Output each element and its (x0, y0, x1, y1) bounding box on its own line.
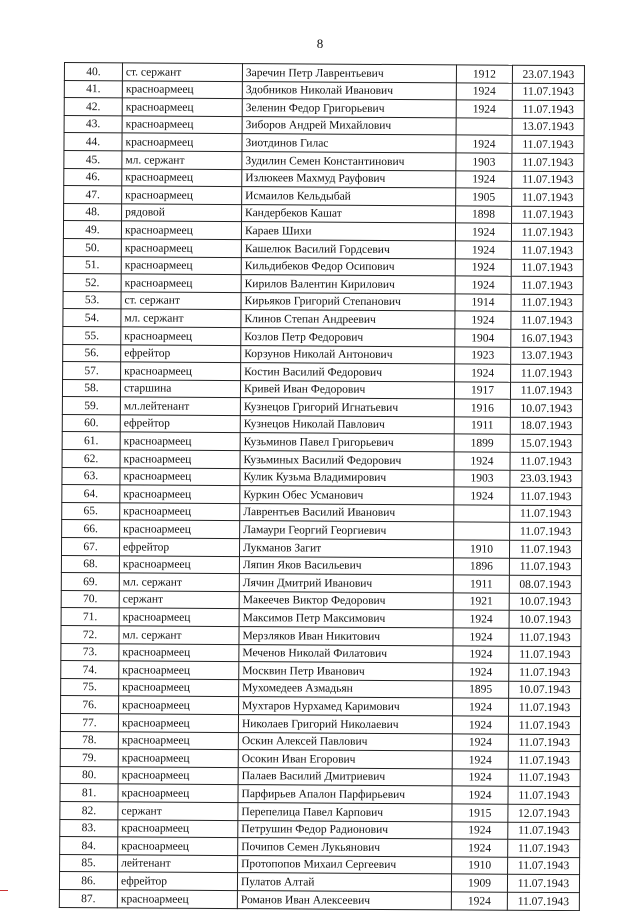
full-name-cell: Протопопов Михаил Сергеевич (238, 855, 452, 874)
birth-year-cell: 1924 (453, 610, 509, 628)
row-number-cell: 65. (62, 502, 120, 520)
military-rank-cell: мл. сержант (119, 573, 239, 591)
date-cell: 13.07.1943 (511, 347, 583, 365)
row-number-cell: 46. (64, 168, 122, 186)
date-cell: 11.07.1943 (510, 487, 582, 505)
row-number-cell: 79. (60, 749, 118, 767)
row-number-cell: 83. (60, 819, 118, 837)
full-name-cell: Зеленин Федор Григорьевич (242, 99, 456, 118)
military-rank-cell: красноармеец (119, 555, 239, 573)
birth-year-cell: 1923 (455, 346, 511, 364)
military-rank-cell: красноармеец (119, 661, 239, 679)
full-name-cell: Макеечев Виктор Федорович (239, 591, 453, 610)
military-rank-cell: красноармеец (121, 239, 241, 257)
full-name-cell: Заречин Петр Лаврентьевич (242, 64, 456, 83)
full-name-cell: Клинов Степан Андреевич (241, 310, 455, 329)
date-cell: 11.07.1943 (509, 628, 581, 646)
row-number-cell: 48. (64, 203, 122, 221)
military-rank-cell: красноармеец (121, 362, 241, 380)
military-rank-cell: красноармеец (121, 274, 241, 292)
full-name-cell: Осокин Иван Егорович (238, 750, 452, 769)
full-name-cell: Парфирьев Апалон Парфирьевич (238, 785, 452, 804)
row-number-cell: 64. (62, 485, 120, 503)
table-row (59, 889, 579, 910)
date-cell: 11.07.1943 (507, 892, 579, 910)
row-number-cell: 70. (61, 590, 119, 608)
date-cell: 11.07.1943 (512, 153, 584, 171)
row-number-cell: 56. (63, 344, 121, 362)
military-rank-cell: красноармеец (122, 80, 242, 98)
full-name-cell: Николаев Григорий Николаевич (238, 715, 452, 734)
row-number-cell: 63. (62, 467, 120, 485)
date-cell: 13.07.1943 (512, 118, 584, 136)
military-rank-cell: красноармеец (122, 98, 242, 116)
birth-year-cell: 1914 (455, 294, 511, 312)
row-number-cell: 78. (60, 731, 118, 749)
row-number-cell: 60. (62, 414, 120, 432)
full-name-cell: Зиборов Андрей Михайлович (242, 116, 456, 135)
birth-year-cell: 1896 (453, 558, 509, 576)
military-rank-cell: мл.лейтенант (120, 397, 240, 415)
row-number-cell: 51. (63, 256, 121, 274)
full-name-cell: Кандербеков Кашат (242, 204, 456, 223)
military-rank-cell: ефрейтор (119, 538, 239, 556)
full-name-cell: Костин Василий Федорович (241, 363, 455, 382)
row-number-cell: 42. (64, 98, 122, 116)
row-number-cell: 47. (64, 186, 122, 204)
full-name-cell: Мерзляков Иван Никитович (239, 627, 453, 646)
full-name-cell: Кузьминых Василий Федорович (240, 451, 454, 470)
full-name-cell: Петрушин Федор Радионович (238, 820, 452, 839)
full-name-cell: Меченов Николай Филатович (239, 644, 453, 663)
birth-year-cell: 1903 (454, 470, 510, 488)
scan-margin-mark (0, 890, 8, 891)
date-cell: 15.07.1943 (510, 435, 582, 453)
row-number-cell: 86. (59, 872, 117, 890)
full-name-cell: Кузнецов Григорий Игнатьевич (240, 398, 454, 417)
birth-year-cell: 1911 (454, 417, 510, 435)
birth-year-cell: 1924 (456, 135, 512, 153)
full-name-cell: Караев Шихи (241, 222, 455, 241)
military-rank-cell: мл. сержант (121, 309, 241, 327)
date-cell: 23.03.1943 (510, 470, 582, 488)
full-name-cell: Кирьяков Григорий Степанович (241, 292, 455, 311)
military-rank-cell: красноармеец (118, 767, 238, 785)
date-cell: 11.07.1943 (508, 839, 580, 857)
birth-year-cell: 1924 (452, 786, 508, 804)
date-cell: 11.07.1943 (508, 716, 580, 734)
birth-year-cell: 1910 (453, 540, 509, 558)
birth-year-cell: 1916 (454, 399, 510, 417)
military-rank-cell: красноармеец (119, 608, 239, 626)
date-cell: 11.07.1943 (512, 100, 584, 118)
military-rank-cell: красноармеец (118, 714, 238, 732)
row-number-cell: 85. (60, 854, 118, 872)
date-cell: 11.07.1943 (511, 224, 583, 242)
birth-year-cell: 1904 (455, 329, 511, 347)
military-rank-cell: рядовой (122, 204, 242, 222)
date-cell: 08.07.1943 (509, 575, 581, 593)
birth-year-cell: 1924 (453, 628, 509, 646)
roster-table (59, 62, 585, 911)
birth-year-cell: 1924 (453, 663, 509, 681)
birth-year-cell: 1915 (452, 804, 508, 822)
military-rank-cell: красноармеец (120, 432, 240, 450)
date-cell: 11.07.1943 (512, 188, 584, 206)
date-cell: 11.07.1943 (508, 822, 580, 840)
full-name-cell: Лячин Дмитрий Иванович (239, 574, 453, 593)
date-cell: 10.07.1943 (509, 593, 581, 611)
full-name-cell: Максимов Петр Максимович (239, 609, 453, 628)
row-number-cell: 54. (63, 309, 121, 327)
birth-year-cell: 1924 (451, 892, 507, 910)
row-number-cell: 87. (59, 889, 117, 907)
full-name-cell: Почипов Семен Лукьянович (238, 838, 452, 857)
military-rank-cell: красноармеец (118, 784, 238, 802)
birth-year-cell: 1924 (452, 769, 508, 787)
birth-year-cell: 1924 (456, 170, 512, 188)
military-rank-cell: мл. сержант (119, 626, 239, 644)
date-cell: 12.07.1943 (508, 804, 580, 822)
row-number-cell: 84. (60, 837, 118, 855)
birth-year-cell: 1903 (456, 153, 512, 171)
roster-body (59, 63, 584, 911)
date-cell: 11.07.1943 (512, 206, 584, 224)
row-number-cell: 61. (62, 432, 120, 450)
row-number-cell: 75. (61, 678, 119, 696)
row-number-cell: 71. (61, 608, 119, 626)
military-rank-cell: лейтенант (118, 855, 238, 873)
birth-year-cell: 1924 (452, 751, 508, 769)
birth-year-cell: 1895 (453, 681, 509, 699)
full-name-cell: Кашелюк Василий Гордсевич (241, 240, 455, 259)
date-cell: 11.07.1943 (510, 452, 582, 470)
birth-year-cell: 1924 (452, 821, 508, 839)
row-number-cell: 76. (61, 696, 119, 714)
military-rank-cell: красноармеец (119, 696, 239, 714)
date-cell: 11.07.1943 (512, 83, 584, 101)
date-cell: 11.07.1943 (508, 734, 580, 752)
date-cell: 11.07.1943 (511, 259, 583, 277)
military-rank-cell: мл. сержант (122, 151, 242, 169)
full-name-cell: Ляпин Яков Васильевич (239, 556, 453, 575)
military-rank-cell: красноармеец (120, 468, 240, 486)
military-rank-cell: ефрейтор (120, 415, 240, 433)
page-number: 8 (316, 36, 324, 51)
full-name-cell: Зиотдинов Гилас (242, 134, 456, 153)
row-number-cell: 41. (64, 80, 122, 98)
birth-year-cell: 1924 (455, 364, 511, 382)
row-number-cell: 59. (62, 397, 120, 415)
row-number-cell: 62. (62, 450, 120, 468)
military-rank-cell: красноармеец (121, 256, 241, 274)
birth-year-cell: 1924 (454, 487, 510, 505)
date-cell: 10.07.1943 (509, 681, 581, 699)
military-rank-cell: красноармеец (122, 186, 242, 204)
birth-year-cell: 1924 (456, 100, 512, 118)
row-number-cell: 40. (64, 63, 122, 81)
full-name-cell: Козлов Петр Федорович (241, 327, 455, 346)
military-rank-cell: сержант (119, 591, 239, 609)
military-rank-cell: ст. сержант (121, 292, 241, 310)
birth-year-cell: 1924 (455, 311, 511, 329)
birth-year-cell: 1924 (453, 645, 509, 663)
row-number-cell: 81. (60, 784, 118, 802)
military-rank-cell: красноармеец (120, 485, 240, 503)
date-cell: 18.07.1943 (510, 417, 582, 435)
birth-year-cell: 1909 (451, 874, 507, 892)
full-name-cell: Москвин Петр Иванович (239, 662, 453, 681)
date-cell: 16.07.1943 (511, 329, 583, 347)
full-name-cell: Мухомедеев Азмадьян (239, 679, 453, 698)
military-rank-cell: красноармеец (118, 749, 238, 767)
military-rank-cell: красноармеец (121, 327, 241, 345)
full-name-cell: Лукманов Загит (239, 539, 453, 558)
date-cell: 11.07.1943 (509, 646, 581, 664)
full-name-cell: Исмаилов Кельдыбай (242, 187, 456, 206)
birth-year-cell: 1905 (456, 188, 512, 206)
full-name-cell: Кузьминов Павел Григорьевич (240, 433, 454, 452)
row-number-cell: 58. (62, 379, 120, 397)
birth-year-cell: 1912 (456, 65, 512, 83)
military-rank-cell: красноармеец (122, 116, 242, 134)
date-cell: 10.07.1943 (509, 611, 581, 629)
full-name-cell: Кривей Иван Федорович (240, 380, 454, 399)
date-cell: 11.07.1943 (510, 505, 582, 523)
date-cell: 10.07.1943 (510, 400, 582, 418)
birth-year-cell: 1924 (455, 258, 511, 276)
military-rank-cell: красноармеец (119, 679, 239, 697)
military-rank-cell: красноармеец (120, 503, 240, 521)
birth-year-cell: 1924 (455, 223, 511, 241)
military-rank-cell: красноармеец (120, 520, 240, 538)
row-number-cell: 49. (63, 221, 121, 239)
military-rank-cell: ст. сержант (122, 63, 242, 81)
birth-year-cell: 1924 (452, 839, 508, 857)
row-number-cell: 53. (63, 291, 121, 309)
military-rank-cell: красноармеец (120, 450, 240, 468)
row-number-cell: 44. (64, 133, 122, 151)
date-cell: 11.07.1943 (511, 294, 583, 312)
row-number-cell: 77. (60, 713, 118, 731)
row-number-cell: 52. (63, 274, 121, 292)
full-name-cell: Оскин Алексей Павлович (238, 732, 452, 751)
birth-year-cell: 1898 (456, 206, 512, 224)
military-rank-cell: ефрейтор (121, 344, 241, 362)
date-cell: 11.07.1943 (509, 663, 581, 681)
date-cell: 11.07.1943 (509, 699, 581, 717)
full-name-cell: Романов Иван Алексеевич (237, 890, 451, 909)
birth-year-cell (454, 505, 510, 523)
birth-year-cell: 1924 (452, 716, 508, 734)
full-name-cell: Ламаури Георгий Георгиевич (240, 521, 454, 540)
birth-year-cell (456, 118, 512, 136)
row-number-cell: 55. (63, 326, 121, 344)
row-number-cell: 72. (61, 625, 119, 643)
birth-year-cell: 1924 (452, 733, 508, 751)
row-number-cell: 74. (61, 661, 119, 679)
birth-year-cell: 1921 (453, 593, 509, 611)
military-rank-cell: сержант (118, 802, 238, 820)
military-rank-cell: ефрейтор (117, 872, 237, 890)
birth-year-cell: 1899 (454, 434, 510, 452)
date-cell: 11.07.1943 (511, 312, 583, 330)
birth-year-cell: 1917 (454, 382, 510, 400)
row-number-cell: 82. (60, 801, 118, 819)
date-cell: 11.07.1943 (508, 787, 580, 805)
row-number-cell: 69. (61, 573, 119, 591)
date-cell: 11.07.1943 (508, 769, 580, 787)
full-name-cell: Палаев Василий Дмитриевич (238, 767, 452, 786)
full-name-cell: Лаврентьев Василий Иванович (240, 503, 454, 522)
birth-year-cell: 1924 (456, 82, 512, 100)
full-name-cell: Куркин Обес Усманович (240, 486, 454, 505)
birth-year-cell: 1911 (453, 575, 509, 593)
full-name-cell: Излюкеев Махмуд Рауфович (242, 169, 456, 188)
full-name-cell: Кирилов Валентин Кирилович (241, 275, 455, 294)
military-rank-cell: старшина (120, 380, 240, 398)
military-rank-cell: красноармеец (117, 890, 237, 908)
full-name-cell: Мухтаров Нурхамед Каримович (239, 697, 453, 716)
full-name-cell: Кулик Кузьма Владимирович (240, 468, 454, 487)
date-cell: 11.07.1943 (507, 875, 579, 893)
military-rank-cell: красноармеец (121, 221, 241, 239)
date-cell: 11.07.1943 (512, 171, 584, 189)
birth-year-cell: 1924 (455, 276, 511, 294)
military-rank-cell: красноармеец (119, 643, 239, 661)
row-number-cell: 45. (64, 150, 122, 168)
birth-year-cell (454, 522, 510, 540)
row-number-cell: 43. (64, 115, 122, 133)
birth-year-cell: 1924 (455, 241, 511, 259)
date-cell: 23.07.1943 (512, 65, 584, 83)
date-cell: 11.07.1943 (508, 751, 580, 769)
date-cell: 11.07.1943 (510, 523, 582, 541)
date-cell: 11.07.1943 (512, 136, 584, 154)
date-cell: 11.07.1943 (509, 558, 581, 576)
full-name-cell: Кильдибеков Федор Осипович (241, 257, 455, 276)
date-cell: 11.07.1943 (511, 241, 583, 259)
full-name-cell: Здобников Николай Иванович (242, 81, 456, 100)
row-number-cell: 57. (63, 362, 121, 380)
full-name-cell: Корзунов Николай Антонович (241, 345, 455, 364)
row-number-cell: 73. (61, 643, 119, 661)
row-number-cell: 66. (62, 520, 120, 538)
date-cell: 11.07.1943 (510, 382, 582, 400)
military-rank-cell: красноармеец (118, 837, 238, 855)
military-rank-cell: красноармеец (118, 819, 238, 837)
row-number-cell: 50. (63, 238, 121, 256)
military-rank-cell: красноармеец (118, 731, 238, 749)
date-cell: 11.07.1943 (511, 364, 583, 382)
date-cell: 11.07.1943 (508, 857, 580, 875)
row-number-cell: 67. (61, 538, 119, 556)
row-number-cell: 80. (60, 766, 118, 784)
date-cell: 11.07.1943 (511, 276, 583, 294)
birth-year-cell: 1910 (452, 857, 508, 875)
military-rank-cell: красноармеец (122, 133, 242, 151)
row-number-cell: 68. (61, 555, 119, 573)
date-cell: 11.07.1943 (509, 540, 581, 558)
full-name-cell: Зудилин Семен Константинович (242, 152, 456, 171)
birth-year-cell: 1924 (454, 452, 510, 470)
birth-year-cell: 1924 (453, 698, 509, 716)
full-name-cell: Перепелица Павел Карпович (238, 803, 452, 822)
military-rank-cell: красноармеец (122, 168, 242, 186)
full-name-cell: Пулатов Алтай (237, 873, 451, 892)
full-name-cell: Кузнецов Николай Павлович (240, 415, 454, 434)
